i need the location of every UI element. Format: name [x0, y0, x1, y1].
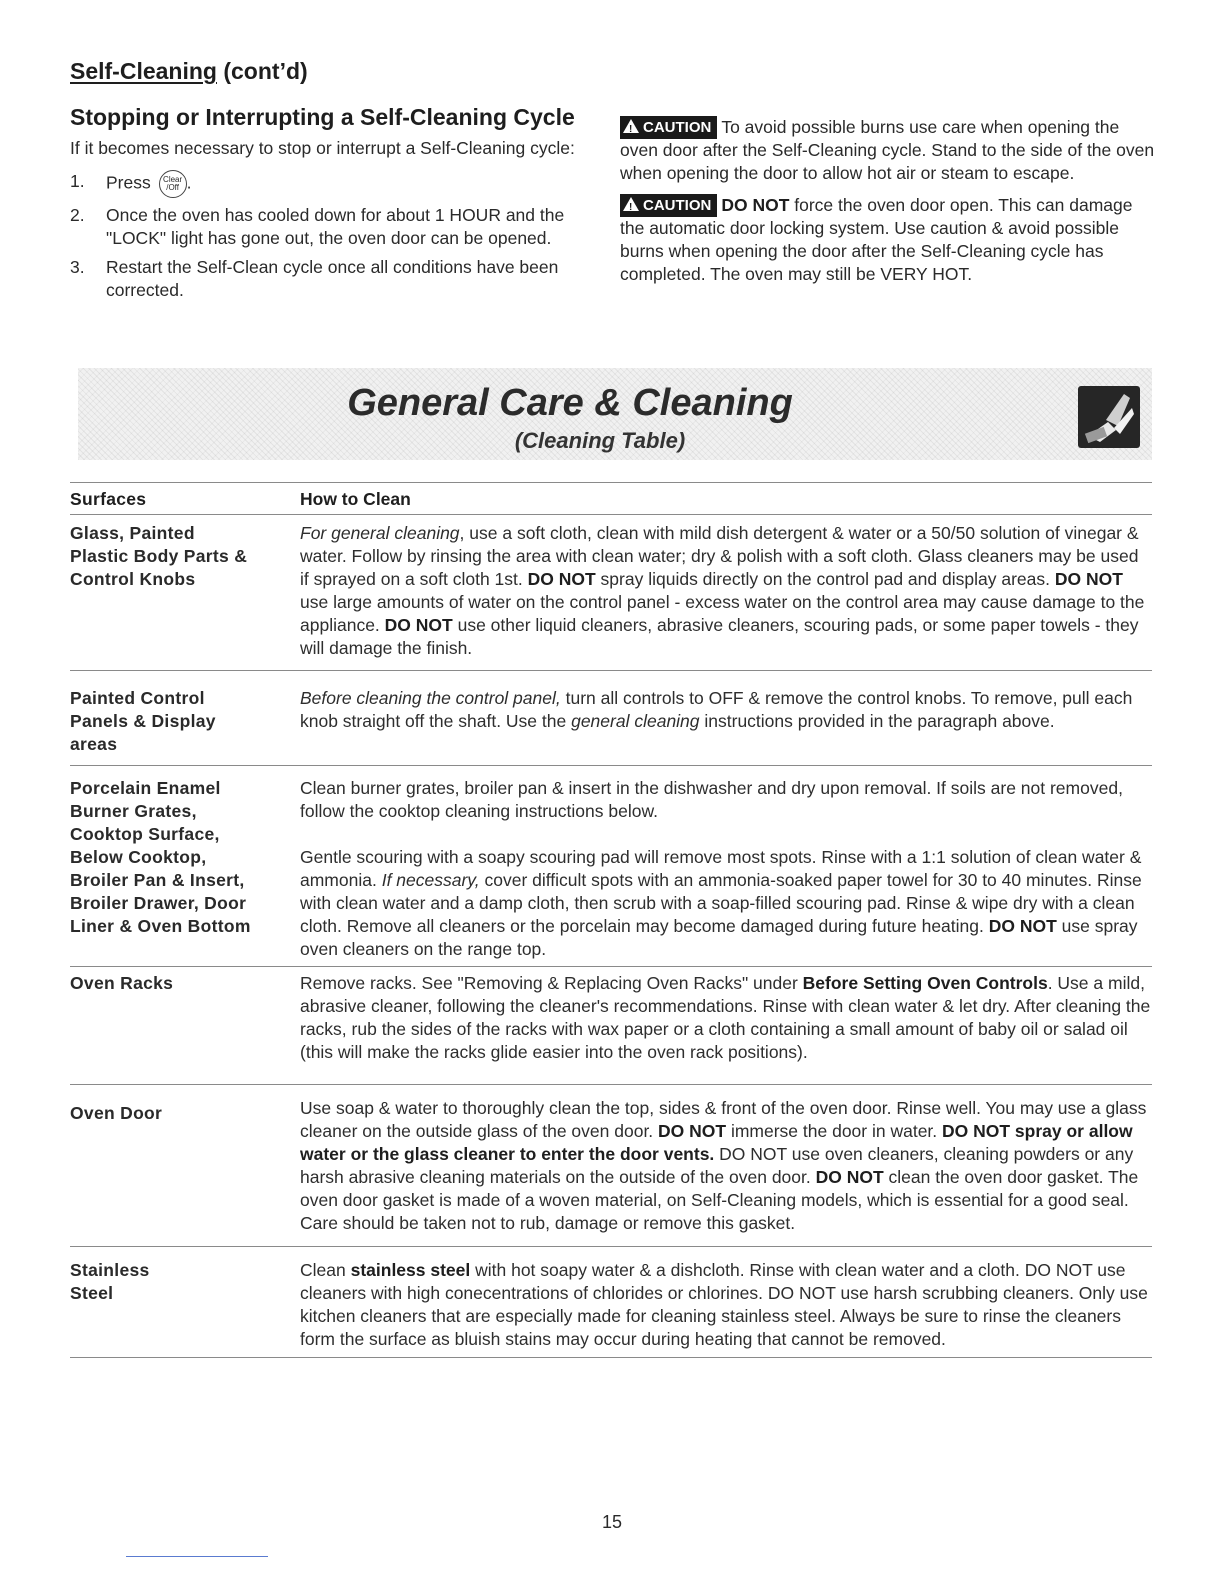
surface-line: Steel	[70, 1283, 114, 1303]
caution-badge	[620, 116, 717, 139]
step-number: 3.	[70, 257, 85, 277]
text: instructions provided in the paragraph above.	[699, 711, 1055, 731]
caution-1-text: To avoid possible burns use care when opening the oven door after the Self-Cleaning cycle. Stand to the side of the oven when opening the door to allow hot air or steam to escape.	[620, 117, 1155, 183]
clear-off-key-icon	[159, 170, 187, 198]
surface-line: Painted Control	[70, 688, 205, 708]
table-row	[70, 1084, 1152, 1246]
cleaning-table	[70, 482, 1152, 1358]
warning-triangle-icon	[623, 119, 639, 133]
how-to-clean-cell	[300, 522, 1152, 660]
how-to-clean-cell	[300, 777, 1152, 961]
table-row	[70, 966, 1152, 1084]
caution-badge	[620, 194, 717, 217]
surface-line: Burner Grates,	[70, 801, 197, 821]
surface-line: Plastic Body Parts &	[70, 546, 248, 566]
text: Use soap & water to thoroughly clean the top, sides & front of the oven door. Rinse well. You may use a glass cleaner on the outside glass of the oven door.	[300, 1098, 1147, 1141]
step-2	[70, 204, 600, 250]
step-number: 1.	[70, 171, 85, 191]
text-italic: For general cleaning	[300, 523, 460, 543]
text-italic: general cleaning	[571, 711, 700, 731]
how-to-clean-cell	[300, 972, 1152, 1064]
surface-line: Oven Racks	[70, 973, 174, 993]
stopping-heading: Stopping or Interrupting a Self-Cleaning Cycle	[70, 104, 575, 130]
step-text: Press	[106, 172, 156, 193]
text-italic: Before cleaning the control panel,	[300, 688, 561, 708]
surface-line: Porcelain Enamel	[70, 778, 221, 798]
text: . Use a mild, abrasive cleaner, following the cleaner's recommendations. Rinse with clean water & let dry. After cleaning the racks, rub the sides of the racks with wax paper or a cloth containing a small amount of baby oil or salad oil (this will make the racks glide easier into the oven rack positions).	[300, 973, 1151, 1062]
surface-line: Panels & Display	[70, 711, 216, 731]
step-3	[70, 256, 600, 302]
text: , use a soft cloth, clean with mild dish detergent & water or a 50/50 solution of vinegar & water. Follow by rinsing the area with clean water; dry & polish with a soft cloth. Glass cleaners may be used if sprayed on a soft cloth 1st.	[300, 523, 1139, 589]
step-text: Once the oven has cooled down for about 1 HOUR and the "LOCK" light has gone out, the oven door can be opened.	[106, 205, 565, 248]
surface-cell	[70, 1097, 300, 1235]
table-row	[70, 1246, 1152, 1358]
text: spray liquids directly on the control pad and display areas.	[595, 569, 1055, 589]
surface-line: Cooktop Surface,	[70, 824, 220, 844]
header-how-to-clean: How to Clean	[300, 489, 411, 509]
how-to-clean-cell	[300, 1259, 1152, 1351]
section-title-rest: (cont’d)	[216, 58, 308, 84]
text-bold: DO NOT	[1054, 569, 1123, 589]
text: use large amounts of water on the control panel - excess water on the control area may cause damage to the appliance.	[300, 592, 1145, 635]
surface-line: Oven Door	[70, 1103, 163, 1123]
text-bold: DO NOT	[988, 916, 1057, 936]
text: Clean	[300, 1260, 351, 1280]
surface-cell	[70, 777, 300, 961]
general-care-banner	[78, 368, 1152, 460]
step-text: Restart the Self-Clean cycle once all conditions have been corrected.	[106, 257, 559, 300]
surface-line: areas	[70, 734, 118, 754]
cleaning-glove-icon	[1078, 386, 1140, 448]
surface-line: Below Cooktop,	[70, 847, 207, 867]
how-to-clean-cell	[300, 1097, 1152, 1235]
text-bold: Before Setting Oven Controls	[802, 973, 1048, 993]
surface-line: Liner & Oven Bottom	[70, 916, 251, 936]
text-bold: DO NOT	[815, 1167, 884, 1187]
table-row	[70, 670, 1152, 765]
caution-2-text: force the oven door open. This can damage the automatic door locking system. Use caution & avoid possible burns when opening the door after the Self-Cleaning cycle has completed. The oven may still be VERY HOT.	[620, 195, 1133, 284]
page-number: 15	[601, 1512, 623, 1532]
caution-section	[620, 116, 1160, 295]
text: Gentle scouring with a soapy scouring pad will remove most spots. Rinse with a 1:1 solution of clean water & ammonia.	[300, 847, 1142, 890]
paragraph	[300, 846, 1152, 961]
table-header	[70, 482, 1152, 515]
text-bold: DO NOT	[658, 1121, 727, 1141]
text-bold: stainless steel	[350, 1260, 471, 1280]
banner-subtitle: (Cleaning Table)	[514, 428, 686, 453]
step-text-end: .	[186, 172, 192, 193]
how-to-clean-cell	[300, 687, 1152, 756]
table-row	[70, 515, 1152, 670]
text-bold: DO NOT	[527, 569, 596, 589]
caution-label: CAUTION	[643, 119, 712, 136]
text: clean the oven door gasket. The oven door gasket is made of a woven material, on Self-Cleaning models, which is essential for a good seal. Care should be taken not to rub, damage or remove this gasket.	[300, 1167, 1139, 1233]
surface-line: Broiler Drawer, Door	[70, 893, 247, 913]
step-number: 2.	[70, 205, 85, 225]
step-1	[70, 170, 600, 198]
stopping-cycle-section	[70, 104, 600, 308]
text: with hot soapy water & a dishcloth. Rinse with clean water and a cloth. DO NOT use cleaners with high conecentrations of chlorides or chlorines. DO NOT use harsh scrubbing cleaners. Only use kitchen cleaners that are especially made for cleaning stainless steel. Always be sure to rinse the cleaners form the surface as bluish stains may occur during heating that cannot be removed.	[300, 1260, 1148, 1349]
surface-line: Stainless	[70, 1260, 150, 1280]
banner-title: General Care & Cleaning	[347, 382, 793, 424]
surface-line: Glass, Painted	[70, 523, 195, 543]
text-bold: DO NOT spray or allow water or the glass cleaner to enter the door vents.	[300, 1121, 1133, 1164]
section-title-main: Self-Cleaning	[70, 58, 217, 84]
icon-label-bottom: /Off	[166, 183, 179, 192]
footer-rule	[126, 1556, 268, 1557]
surface-cell	[70, 522, 300, 660]
surface-cell	[70, 687, 300, 756]
text: use spray oven cleaners on the range top.	[300, 916, 1138, 959]
text: DO NOT use oven cleaners, cleaning powders or any harsh abrasive cleaning materials on the outside of the oven door.	[300, 1144, 1134, 1187]
text: cover difficult spots with an ammonia-soaked paper towel for 30 to 40 minutes. Rinse with clean water and a damp cloth, then scrub with a soap-filled scouring pad. Rinse & wipe dry with a clean cloth. Remove all cleaners or the porcelain may become damaged during future heating.	[300, 870, 1142, 936]
caution-label: CAUTION	[643, 197, 712, 214]
surface-cell	[70, 972, 300, 1064]
surface-line: Broiler Pan & Insert,	[70, 870, 245, 890]
surface-cell	[70, 1259, 300, 1351]
steps-list	[70, 170, 600, 302]
icon-label-top: Clear	[163, 175, 183, 184]
surface-line: Control Knobs	[70, 569, 196, 589]
caution-2-bold: DO NOT	[721, 195, 790, 215]
section-title	[70, 58, 308, 85]
stopping-intro: If it becomes necessary to stop or interrupt a Self-Cleaning cycle:	[70, 138, 575, 158]
text: immerse the door in water.	[726, 1121, 943, 1141]
caution-1	[620, 116, 1160, 185]
caution-2	[620, 194, 1160, 286]
paragraph: Clean burner grates, broiler pan & insert in the dishwasher and dry upon removal. If soils are not removed, follow the cooktop cleaning instructions below.	[300, 778, 1123, 821]
text: Remove racks. See "Removing & Replacing Oven Racks" under	[300, 973, 803, 993]
text-italic: If necessary,	[381, 870, 480, 890]
text: turn all controls to OFF & remove the control knobs. To remove, pull each knob straight off the shaft. Use the	[300, 688, 1133, 731]
warning-triangle-icon	[623, 197, 639, 211]
table-row	[70, 765, 1152, 966]
header-surfaces: Surfaces	[70, 489, 147, 509]
text-bold: DO NOT	[384, 615, 453, 635]
text: use other liquid cleaners, abrasive cleaners, scouring pads, or some paper towels - they will damage the finish.	[300, 615, 1139, 658]
